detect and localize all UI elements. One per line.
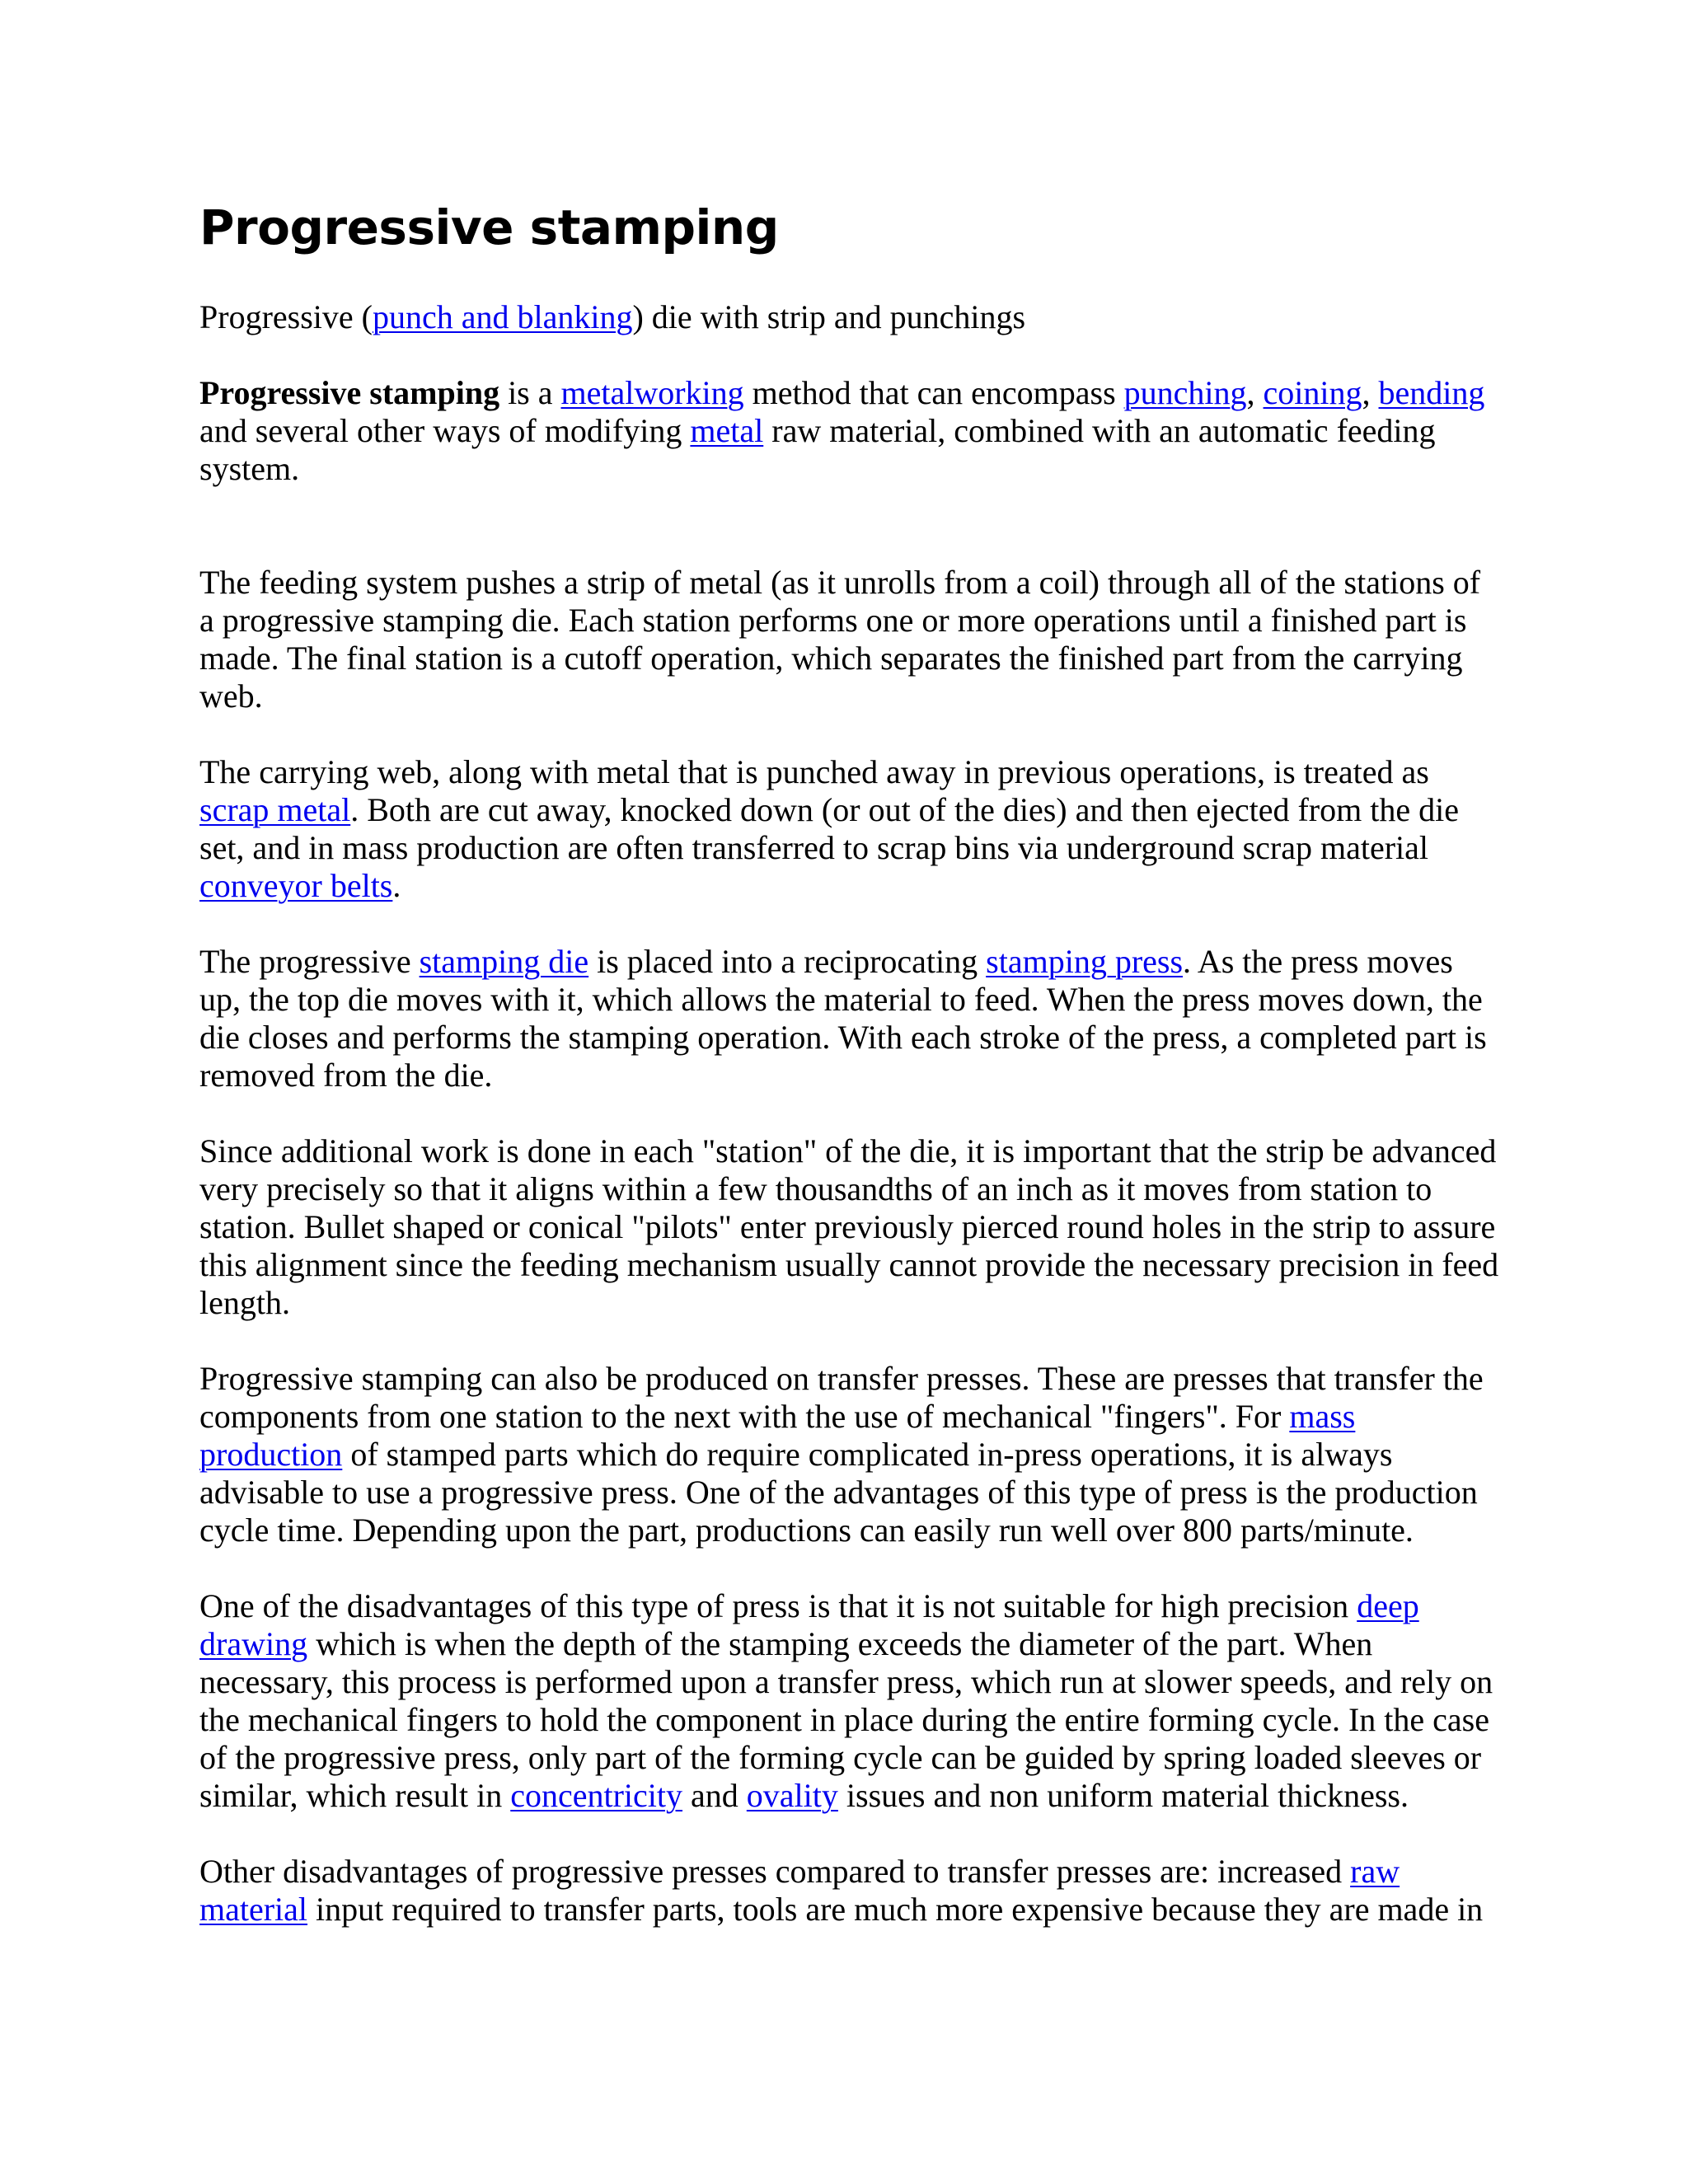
carrying-web-paragraph — [199, 753, 1502, 905]
paragraph-text: which is when the depth of the stamping exceeds the diameter of the part. When necessary, this process is performed upon a transfer press, which run at slower speeds, and rely on the mechanical fingers to hold the component in place during the entire forming cycle. In the case of the progressive press, only part of the forming cycle can be guided by spring loaded sleeves or similar, which result in — [199, 1625, 1493, 1814]
paragraph-text: Other disadvantages of progressive presses compared to transfer presses are: increased — [199, 1853, 1351, 1890]
document-page — [199, 198, 1502, 1966]
station-alignment-paragraph: Since additional work is done in each "station" of the die, it is important that the strip be advanced very precisely so that it aligns within a few thousandths of an inch as it moves from station to station. Bullet shaped or conical "pilots" enter previously pierced round holes in the strip to assure this alignment since the feeding mechanism usually cannot provide the necessary precision in feed length. — [199, 1132, 1499, 1321]
paragraph-text: . Both are cut away, knocked down (or out of the dies) and then ejected from the die set, and in mass production are often transferred to scrap bins via underground scrap material — [199, 791, 1459, 866]
paragraph-text: input required to transfer parts, tools are much more expensive because they are made in — [307, 1891, 1484, 1928]
intro-text: , — [1246, 374, 1264, 411]
image-caption — [199, 298, 1502, 336]
link-coining[interactable]: coining — [1263, 374, 1362, 411]
intro-text: is a — [499, 374, 561, 411]
intro-text: method that can encompass — [743, 374, 1124, 411]
intro-paragraph — [199, 374, 1502, 488]
other-disadvantages-paragraph — [199, 1853, 1502, 1929]
link-stamping-die[interactable]: stamping die — [419, 943, 589, 980]
page-title: Progressive stamping — [199, 199, 779, 255]
paragraph-text: is placed into a reciprocating — [588, 943, 987, 980]
link-ovality[interactable]: ovality — [746, 1777, 838, 1814]
transfer-presses-paragraph — [199, 1360, 1502, 1549]
paragraph-text: One of the disadvantages of this type of press is that it is not suitable for high precision — [199, 1587, 1357, 1624]
link-deep-drawing[interactable]: deep drawing — [199, 1587, 1419, 1662]
paragraph-text: The progressive — [199, 943, 420, 980]
link-stamping-press[interactable]: stamping press — [986, 943, 1184, 980]
paragraph-text: and — [682, 1777, 747, 1814]
intro-text: , — [1362, 374, 1379, 411]
link-bending[interactable]: bending — [1378, 374, 1485, 411]
paragraph-text: The carrying web, along with metal that is punched away in previous operations, is treated as — [199, 753, 1429, 790]
link-concentricity[interactable]: concentricity — [510, 1777, 683, 1814]
link-metalworking[interactable]: metalworking — [560, 374, 744, 411]
link-punching[interactable]: punching — [1123, 374, 1247, 411]
paragraph-text: of stamped parts which do require complicated in-press operations, it is always advisable to use a progressive press. One of the advantages of this type of press is the production cycle time. Depending upon the part, productions can easily run well over 800 parts/minute. — [199, 1436, 1478, 1549]
intro-term: Progressive stamping — [199, 374, 500, 411]
intro-text: and several other ways of modifying — [199, 412, 691, 449]
intro-text: raw material, combined with an automatic feeding system. — [199, 412, 1436, 487]
paragraph-text: issues and non uniform material thickness. — [837, 1777, 1409, 1814]
caption-text-before: Progressive ( — [199, 298, 373, 335]
link-raw-material[interactable]: raw material — [199, 1853, 1400, 1928]
link-metal[interactable]: metal — [690, 412, 764, 449]
caption-text-after: ) die with strip and punchings — [632, 298, 1026, 335]
paragraph-text: . — [392, 867, 401, 904]
disadvantages-paragraph — [199, 1587, 1502, 1815]
feeding-system-paragraph: The feeding system pushes a strip of metal (as it unrolls from a coil) through all of the stations of a progressive stamping die. Each station performs one or more operations until a finished part is made. The final station is a cutoff operation, which separates the finished part from the carrying web. — [199, 564, 1481, 715]
link-mass-production[interactable]: mass production — [199, 1398, 1356, 1473]
link-conveyor-belts[interactable]: conveyor belts — [199, 867, 393, 904]
link-punch-and-blanking[interactable]: punch and blanking — [372, 298, 633, 335]
paragraph-text: . As the press moves up, the top die moves with it, which allows the material to feed. When the press moves down, the die closes and performs the stamping operation. With each stroke of the press, a completed part is removed from the die. — [199, 943, 1487, 1094]
stamping-die-paragraph — [199, 943, 1502, 1094]
paragraph-text: Progressive stamping can also be produced on transfer presses. These are presses that transfer the components from one station to the next with the use of mechanical "fingers". For — [199, 1360, 1484, 1435]
link-scrap-metal[interactable]: scrap metal — [199, 791, 351, 828]
